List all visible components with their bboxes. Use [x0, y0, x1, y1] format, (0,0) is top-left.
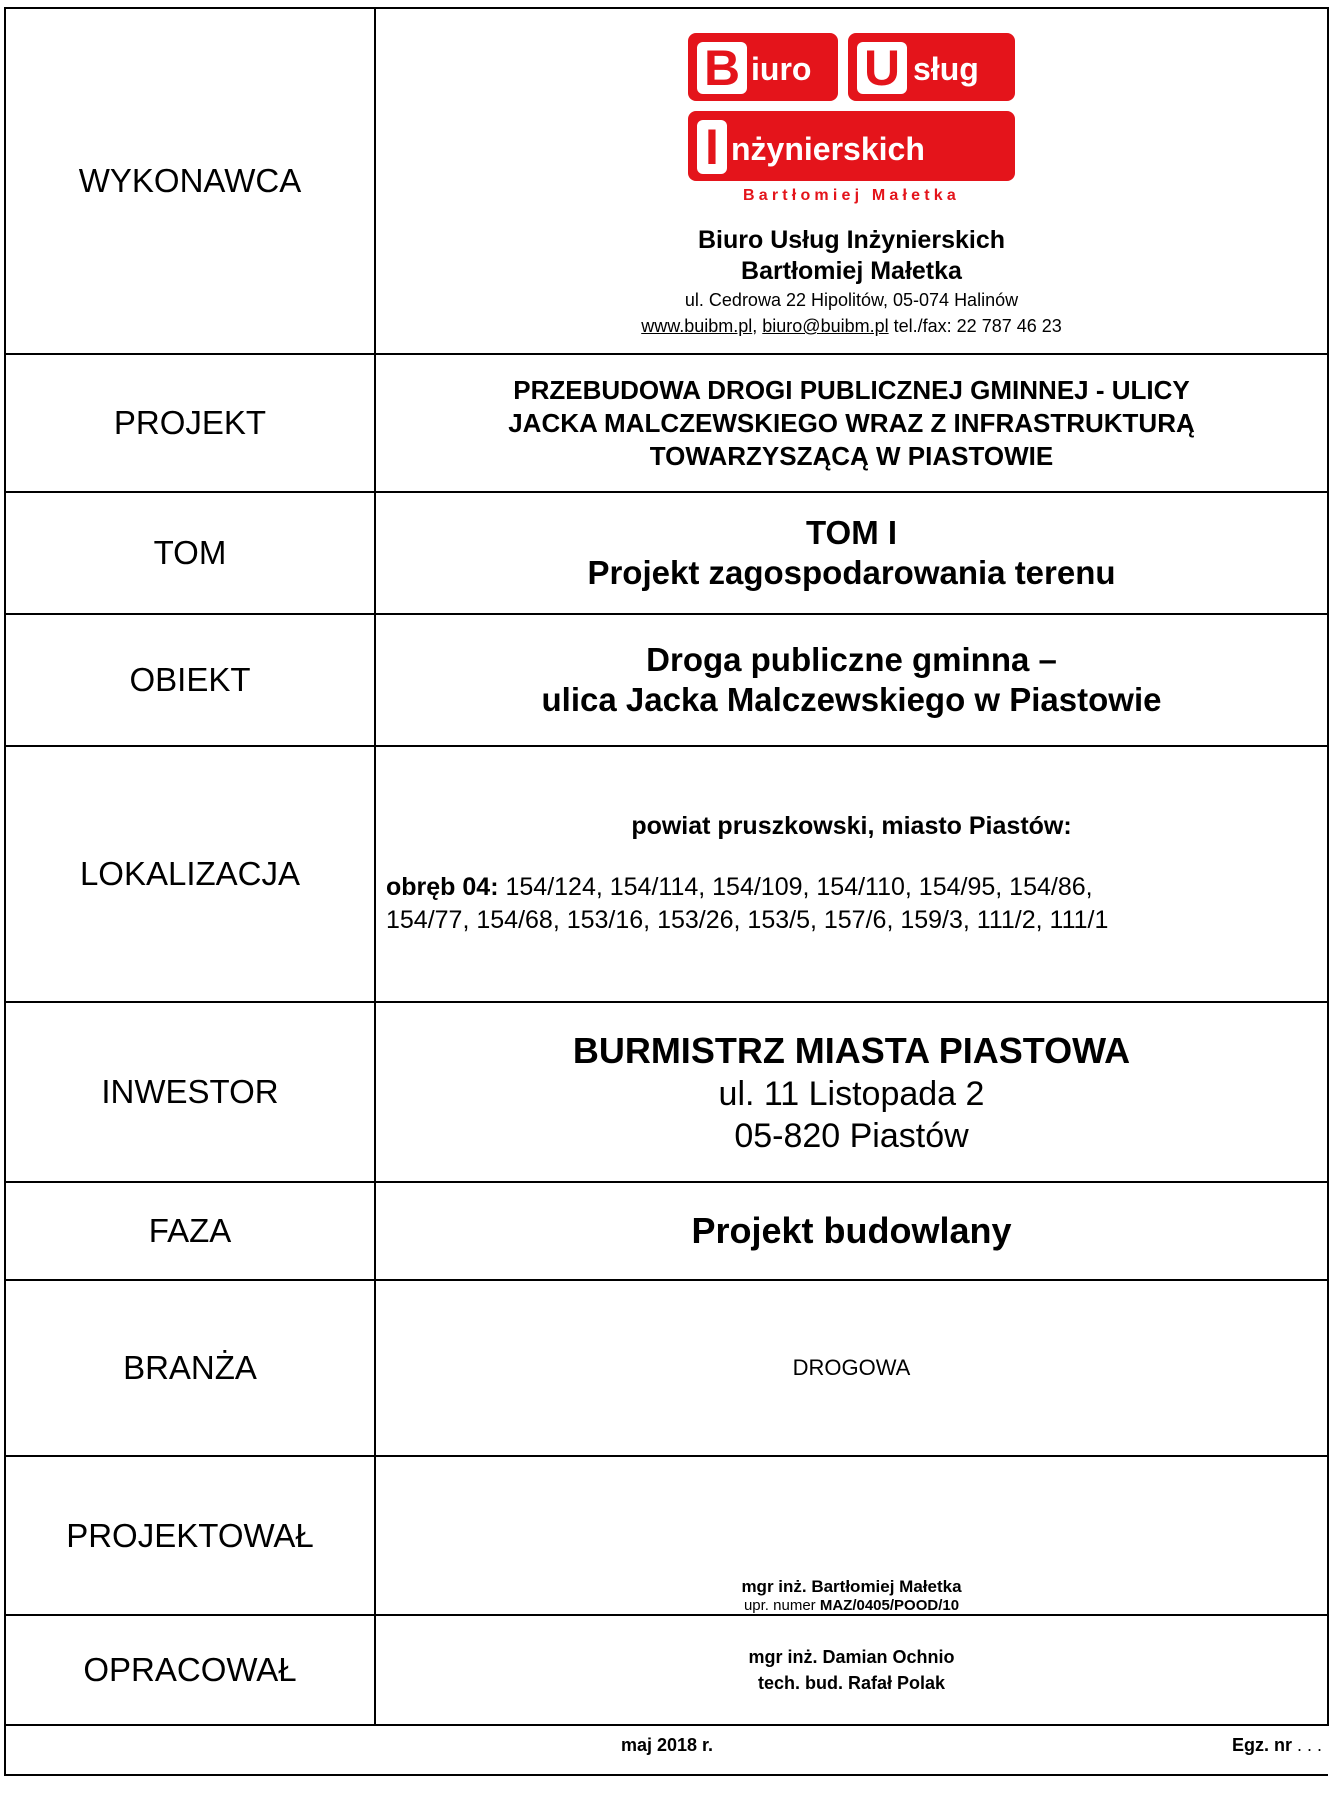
copy-value: . . .: [1296, 1735, 1322, 1755]
row-tom: [5, 492, 1328, 614]
project-title-line1: PRZEBUDOWA DROGI PUBLICZNEJ GMINNEJ - ULICY: [513, 374, 1190, 405]
row-branza: [5, 1280, 1328, 1456]
company-name-line2: Bartłomiej Małetka: [741, 257, 962, 285]
footer: [6, 1726, 1328, 1774]
website-link[interactable]: www.buibm.pl: [641, 316, 753, 336]
designer-name: mgr inż. Bartłomiej Małetka: [741, 1577, 962, 1596]
label-projektowal: PROJEKTOWAŁ: [5, 1456, 375, 1615]
contact-separator: ,: [752, 316, 758, 336]
investor-street: ul. 11 Listopada 2: [718, 1074, 985, 1113]
logo-word-inzynierskich: nżynierskich: [731, 131, 925, 167]
company-phone: tel./fax: 22 787 46 23: [893, 316, 1062, 336]
copy-label: Egz. nr: [1231, 1735, 1292, 1755]
value-obiekt: [375, 614, 1328, 746]
label-tom: TOM: [5, 492, 375, 614]
logo-letter-b: B: [697, 42, 747, 94]
company-contact: [376, 313, 1327, 339]
value-lokalizacja: [375, 746, 1328, 1002]
volume-number: TOM I: [805, 514, 898, 551]
logo-word-uslug: sług: [913, 51, 979, 87]
company-address: ul. Cedrowa 22 Hipolitów, 05-074 Halinów: [684, 290, 1019, 310]
label-projekt: PROJEKT: [5, 354, 375, 492]
row-lokalizacja: [5, 746, 1328, 1002]
designer-license: [376, 1597, 1327, 1614]
author-2: tech. bud. Rafał Polak: [757, 1673, 946, 1693]
label-wykonawca: WYKONAWCA: [5, 8, 375, 354]
object-line2: ulica Jacka Malczewskiego w Piastowie: [541, 681, 1162, 718]
value-tom: [375, 492, 1328, 614]
parcels-text-1: 154/124, 154/114, 154/109, 154/110, 154/95, 154/86,: [498, 872, 1093, 901]
value-opracowal: [375, 1615, 1328, 1725]
object-line1: Droga publiczne gminna –: [646, 641, 1057, 678]
location-parcels-line2: 154/77, 154/68, 153/16, 153/26, 153/5, 157/6, 159/3, 111/2, 111/1: [386, 905, 1109, 934]
license-prefix: upr. numer: [743, 1597, 820, 1614]
row-footer: [5, 1725, 1328, 1775]
logo-letter-u: U: [857, 42, 907, 94]
row-inwestor: [5, 1002, 1328, 1182]
investor-city: 05-820 Piastów: [734, 1116, 969, 1155]
row-projekt: [5, 354, 1328, 492]
project-title-line3: TOWARZYSZĄCĄ W PIASTOWIE: [649, 440, 1054, 471]
title-sheet-table: [4, 7, 1329, 1776]
company-name-line1: Biuro Usług Inżynierskich: [697, 226, 1005, 254]
value-branza: DROGOWA: [375, 1280, 1328, 1456]
footer-cell: [5, 1725, 1328, 1775]
label-obiekt: OBIEKT: [5, 614, 375, 746]
value-wykonawca: [375, 8, 1328, 354]
logo-letter-i: I: [697, 120, 727, 174]
label-lokalizacja: LOKALIZACJA: [5, 746, 375, 1002]
label-inwestor: INWESTOR: [5, 1002, 375, 1182]
investor-name: BURMISTRZ MIASTA PIASTOWA: [572, 1029, 1131, 1071]
row-projektowal: [5, 1456, 1328, 1615]
company-logo: [683, 23, 1020, 213]
copy-number: [1232, 1735, 1322, 1756]
logo-word-biuro: iuro: [751, 51, 812, 87]
value-inwestor: [375, 1002, 1328, 1182]
location-parcels-line1: [376, 871, 1327, 904]
location-heading: powiat pruszkowski, miasto Piastów:: [631, 811, 1072, 840]
row-opracowal: [5, 1615, 1328, 1725]
row-obiekt: [5, 614, 1328, 746]
value-projektowal: [375, 1456, 1328, 1615]
author-1: mgr inż. Damian Ochnio: [748, 1647, 955, 1667]
precinct-label: obręb 04:: [386, 872, 499, 901]
value-faza: Projekt budowlany: [375, 1182, 1328, 1280]
row-wykonawca: [5, 8, 1328, 354]
label-faza: FAZA: [5, 1182, 375, 1280]
volume-title: Projekt zagospodarowania terenu: [587, 554, 1116, 591]
document-date: maj 2018 r.: [620, 1735, 714, 1755]
logo-subtitle: Bartłomiej Małetka: [743, 187, 960, 204]
row-faza: [5, 1182, 1328, 1280]
license-number: MAZ/0405/POOD/10: [819, 1597, 960, 1614]
label-opracowal: OPRACOWAŁ: [5, 1615, 375, 1725]
value-projekt: [375, 354, 1328, 492]
email-link[interactable]: biuro@buibm.pl: [762, 316, 889, 336]
label-branza: BRANŻA: [5, 1280, 375, 1456]
project-title-line2: JACKA MALCZEWSKIEGO WRAZ Z INFRASTRUKTURĄ: [508, 407, 1195, 438]
